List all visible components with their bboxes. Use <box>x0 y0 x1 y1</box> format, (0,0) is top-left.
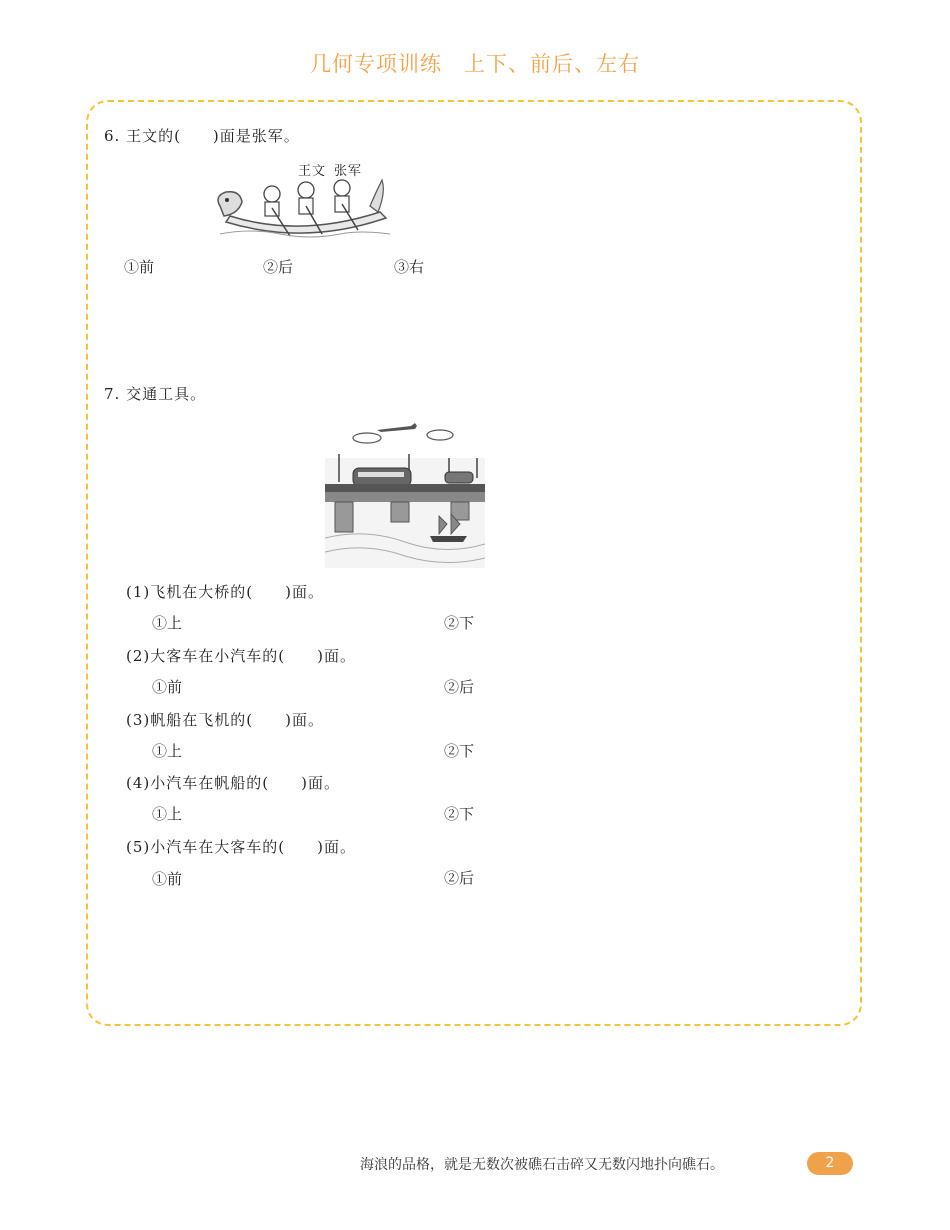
q7-sub-3: (3)帆船在飞机的( )面。 <box>126 711 324 729</box>
label-wangwen: 王文 <box>298 164 327 179</box>
q7-sub-5-option-1[interactable]: ①前 <box>152 870 183 888</box>
question-7-prompt: 7. 交通工具。 <box>104 385 207 403</box>
q7-sub-3-option-2[interactable]: ②下 <box>444 742 475 760</box>
q7-sub-2-option-2[interactable]: ②后 <box>444 678 475 696</box>
q7-sub-4: (4)小汽车在帆船的( )面。 <box>126 774 340 792</box>
q7-sub-3-option-1[interactable]: ①上 <box>152 742 183 760</box>
q7-sub-1-option-1[interactable]: ①上 <box>152 614 183 632</box>
q7-sub-5: (5)小汽车在大客车的( )面。 <box>126 838 356 856</box>
question-6-prompt: 6. 王文的( )面是张军。 <box>104 127 300 145</box>
q7-sub-4-option-1[interactable]: ①上 <box>152 805 183 823</box>
q7-sub-5-option-2[interactable]: ②后 <box>444 869 475 887</box>
label-zhangjun: 张军 <box>334 164 363 179</box>
q7-sub-1-option-2[interactable]: ②下 <box>444 614 475 632</box>
bridge-traffic-illustration <box>325 418 485 568</box>
q6-option-2[interactable]: ②后 <box>263 258 294 276</box>
dragon-boat-illustration <box>210 176 395 240</box>
q6-option-3[interactable]: ③右 <box>394 258 425 276</box>
q6-option-1[interactable]: ①前 <box>124 258 155 276</box>
q7-sub-4-option-2[interactable]: ②下 <box>444 805 475 823</box>
q7-sub-2-option-1[interactable]: ①前 <box>152 678 183 696</box>
q7-sub-1: (1)飞机在大桥的( )面。 <box>126 583 324 601</box>
q7-sub-2: (2)大客车在小汽车的( )面。 <box>126 647 356 665</box>
page-number-badge: 2 <box>807 1152 853 1175</box>
page-title: 几何专项训练 上下、前后、左右 <box>310 52 640 76</box>
footer-quote: 海浪的品格，就是无数次被礁石击碎又无数闪地扑向礁石。 <box>360 1157 724 1173</box>
